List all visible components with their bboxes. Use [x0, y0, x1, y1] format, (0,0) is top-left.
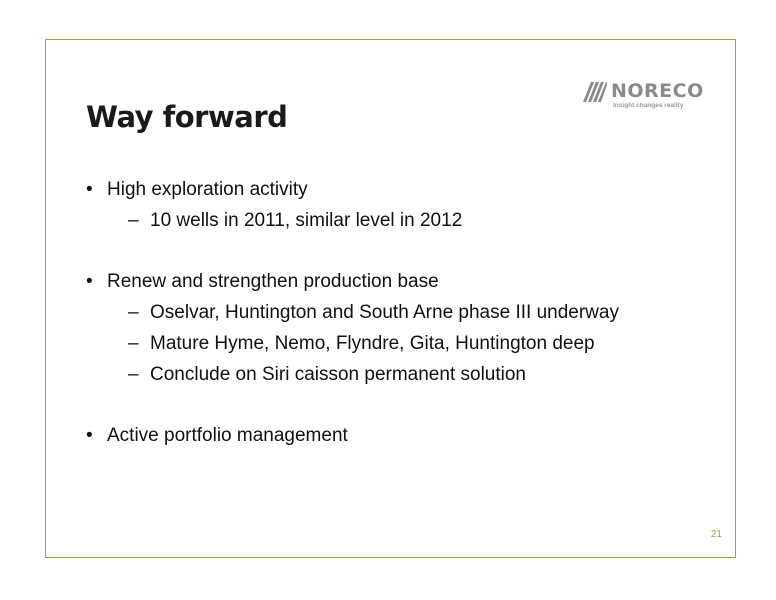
sub-bullet-marker: –: [128, 302, 139, 323]
bullet-list: [86, 178, 716, 448]
logo-tagline: insight changes reality: [613, 102, 684, 109]
sub-bullet-marker: –: [128, 210, 139, 231]
bullet-marker: •: [86, 271, 93, 292]
sub-bullet-text: Oselvar, Huntington and South Arne phase III underway: [150, 302, 619, 323]
bullet-item: [86, 424, 716, 448]
logo-name: NORECO: [611, 80, 704, 102]
sub-bullet-marker: –: [128, 364, 139, 385]
sub-bullet-item: [86, 332, 716, 356]
bullet-marker: •: [86, 179, 93, 200]
sub-bullet-item: [86, 209, 716, 233]
slide-title: Way forward: [86, 100, 288, 134]
bullet-text: Active portfolio management: [107, 425, 348, 446]
sub-bullet-text: 10 wells in 2011, similar level in 2012: [150, 210, 463, 231]
noreco-logo-mark-icon: [583, 82, 607, 102]
page-number: 21: [710, 529, 722, 540]
slide-frame: [45, 39, 736, 558]
sub-bullet-text: Conclude on Siri caisson permanent solution: [150, 364, 526, 385]
bullet-item: [86, 270, 716, 294]
bullet-text: High exploration activity: [107, 179, 308, 200]
bullet-text: Renew and strengthen production base: [107, 271, 439, 292]
sub-bullet-marker: –: [128, 333, 139, 354]
bullet-item: [86, 178, 716, 202]
spacer: [86, 233, 716, 270]
noreco-logo: [583, 80, 713, 112]
sub-bullet-text: Mature Hyme, Nemo, Flyndre, Gita, Huntington deep: [150, 333, 595, 354]
sub-bullet-item: [86, 363, 716, 387]
spacer: [86, 387, 716, 424]
bullet-marker: •: [86, 425, 93, 446]
sub-bullet-item: [86, 301, 716, 325]
